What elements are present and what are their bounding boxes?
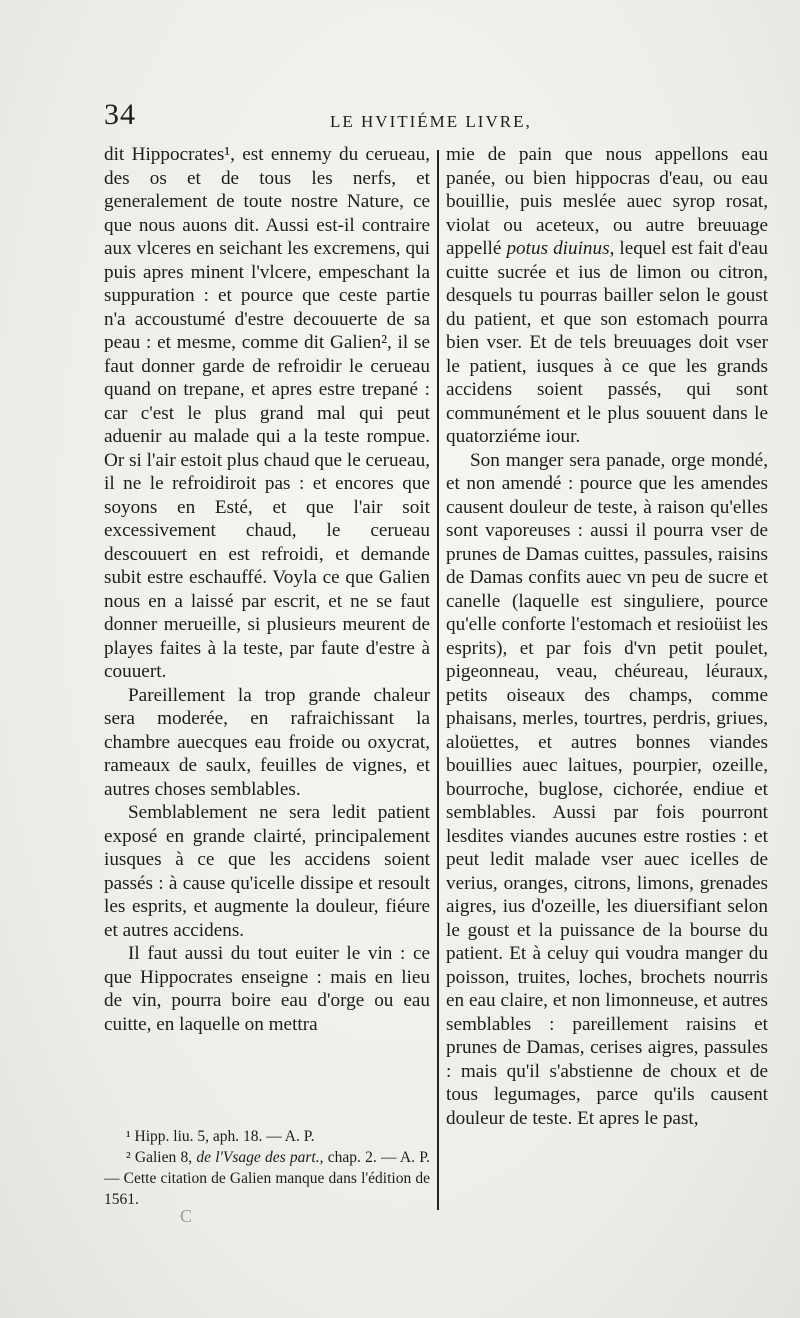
right-paragraph-1-rest: , lequel est fait d'eau cuitte sucrée et ius de limon ou citron, desquels tu pourras bailler selon le goust du patient, et que son estomach pourra bien vser. Et de tels breuuages doit vser le patient, iusques à ce que les grands accidens soient passés, qui sont communément et le plus souuent dans le quatorziéme iour. (446, 238, 768, 447)
right-paragraph-2: Son manger sera panade, orge mondé, et non amendé : pource que les amendes causent douleur de teste, à raison qu'elles sont vaporeuses : aussi il pourra vser de prunes de Damas cuittes, passules, raisins de Damas confits auec vn peu de sucre et canelle (laquelle est singuliere, pource qu'elle conforte l'estomach et resioüist les esprits), et par fois d'vn petit poulet, pigeonneau, veau, chéureau, léuraux, petits oiseaux des champs, comme phaisans, merles, tourtres, perdris, griues, aloüettes, et autres bonnes viandes bouillies auec laitues, pourpier, ozeille, bourroche, buglose, cichorée, endiue et semblables. Aussi par fois pourront lesdites viandes aucunes estre rosties : et peut ledit malade vser auec icelles de verius, oranges, citrons, limons, grenades aigres, ius d'ozeille, les diuersifiant selon le goust et la puissance de la bourse du patient. Et à celuy qui voudra manger du poisson, truites, loches, brochets nourris en eau claire, et non limonneuse, et autres semblables : pareillement raisins et prunes de Damas, cerises aigres, passules : mais qu'il s'abstienne de choux et de tous legumages, parce qu'ils causent douleur de teste. Et apres le past, (446, 449, 768, 1129)
left-paragraph-3: Semblablement ne sera ledit patient exposé en grande clairté, principalement iusques à ce que les accidens soient passés : à cause qu'icelle dissipe et resoult les esprits, et augmente la douleur, fiéure et autres accidens. (104, 802, 430, 941)
left-paragraph-1: dit Hippocrates¹, est ennemy du cerueau, des os et de tous les nerfs, et generalement de toute nostre Nature, ce que nous auons dit. Aussi est-il contraire aux vlceres en seichant les excremens, qui puis apres minent l'vlcere, empeschant la suppuration : et pource que ceste partie n'a accoustumé d'estre decouuerte de sa peau : et mesme, comme dit Galien², il se faut donner garde de refroidir le cerueau quand on trepane, et apres estre trepané : car c'est le plus grand mal qui peut aduenir au malade qui a la teste rompue. Or si l'air estoit plus chaud que le cerueau, il ne le refroidiroit pas : et encores que soyons en Esté, et que l'air soit excessivement chaud, le cerueau descouuert en est refroidi, et demande subit estre eschauffé. Voyla ce que Galien nous en a laissé par escrit, et ne se faut donner merueille, si plusieurs meurent de playes faites à la teste, par faute d'estre à couuert. (104, 144, 430, 682)
page-header (104, 98, 768, 138)
footnote-2 (104, 1147, 430, 1210)
left-column (104, 143, 430, 1036)
footnote-1: ¹ Hipp. liu. 5, aph. 18. — A. P. (126, 1128, 315, 1145)
left-paragraph-4: Il faut aussi du tout euiter le vin : ce que Hippocrates enseigne : mais en lieu de vin, pourra boire eau d'orge ou eau cuitte, en laquelle on mettra (104, 943, 430, 1035)
column-divider (437, 150, 439, 1210)
footnotes (104, 1126, 430, 1210)
left-paragraph-2: Pareillement la trop grande chaleur sera moderée, en rafraichissant la chambre auecques eau froide ou oxycrat, rameaux de saulx, feuilles de vignes, et autres choses semblables. (104, 684, 430, 800)
right-paragraph-1-text: mie de pain que nous appellons eau panée, ou bien hippocras d'eau, ou eau bouillie, puis meslée auec syrop rosat, violat ou aceteux, ou autre breuuage appellé (446, 144, 768, 259)
footnote-2-text: ² Galien 8, (126, 1149, 197, 1166)
signature-mark: C (180, 1206, 193, 1226)
footnote-2-title: de l'Vsage des part. (196, 1149, 320, 1166)
page-number: 34 (104, 98, 136, 131)
right-paragraph-1 (446, 143, 768, 449)
footnote-2-rest: , chap. 2. — A. P. — Cette citation de Galien manque dans l'édition de 1561. (104, 1149, 430, 1208)
running-head: LE HVITIÉME LIVRE, (330, 112, 532, 131)
right-column (446, 143, 768, 1130)
potus-diuinus-term: potus diuinus (506, 238, 610, 259)
